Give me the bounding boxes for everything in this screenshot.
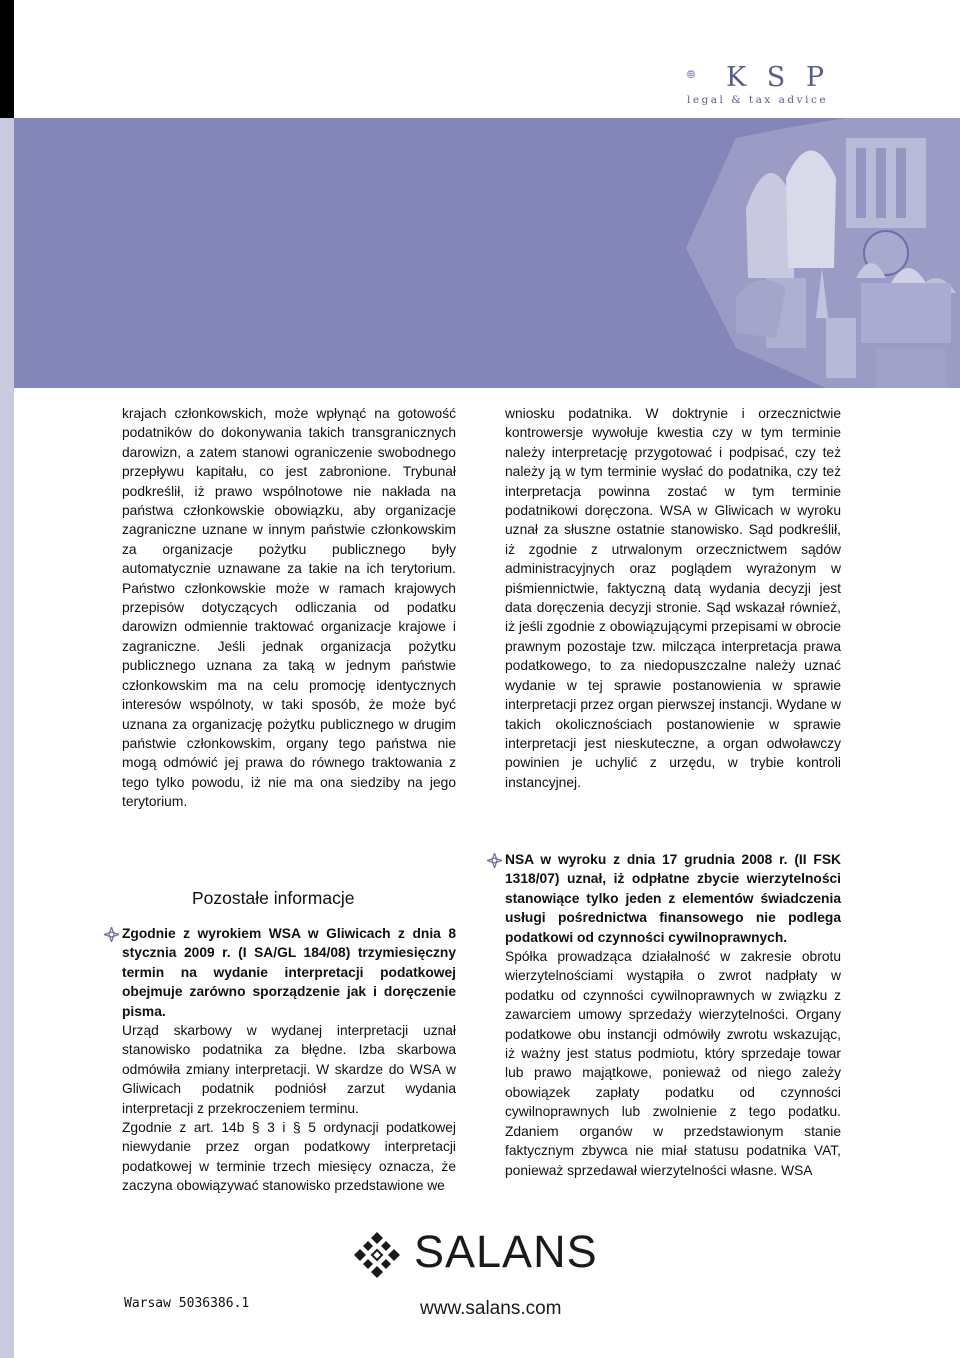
salans-website-link[interactable]: www.salans.com [420,1298,562,1319]
section-heading: Pozostałe informacje [192,888,355,908]
bullet-1-text-1: Urząd skarbowy w wydanej interpretacji uznał stanowisko podatnika za błędne. Izba skarbowa odmówiła zmiany interpretacji. W skardze do WSA w Gliwicach podatnik podniósł zarzut wydania interpretacji z przekroczeniem terminu. [122,1023,456,1116]
ksp-logo-name: K S P [726,62,830,93]
bullet-2-text: Spółka prowadząca działalność w zakresie obrotu wierzytelnościami wystąpiła o zwrot nadpłaty w podatku od czynności cywilnoprawnych w związku z zawarciem umowy sprzedaży wierzytelności. Organy podatkowe obu instancji odmówiły zwrotu wskazując, iż ważny jest status podmiotu, który sprzedaje towar lub prawo majątkowe, ponieważ od niego zależy obowiązek zapłaty podatku od czynności cywilnoprawnych lub zwolnienie z tego podatku. Zdaniem organów w przedstawionym stanie faktycznym zbywca nie miał statusu podatnika VAT, ponieważ sprzedawał wierzytelności własne. WSA [505,949,841,1178]
left-decorative-stripe [0,0,14,1358]
bullet-2 [505,850,841,1180]
salans-emblem-icon [352,1232,402,1278]
bullet-1-heading: Zgodnie z wyrokiem WSA w Gliwicach z dnia 8 stycznia 2009 r. (I SA/GL 184/08) trzymiesięczny termin na wydanie interpretacji podatkowej obejmuje zarówno sporządzenie jak i doręczenie pisma. [122,926,456,1019]
diamond-bullet-icon [104,927,119,942]
left-paragraph-1: krajach członkowskich, może wpłynąć na gotowość podatników do dokonywania takich transgranicznych darowizn, a zatem stanowi ograniczenie swobodnego przepływu kapitału, co jest zabronione. Trybunał podkreślił, iż prawo wspólnotowe nie nakłada na państwa członkowskie obowiązku, aby organizacje zagraniczne uznane w innym państwie członkowskim za organizacje pożytku publicznego były automatycznie uznawane za takie na ich terytorium. Państwo członkowskie może w ramach krajowych przepisów dotyczących odliczania od podatku darowizn odmiennie traktować organizacje krajowe i zagraniczne. Jeśli jednak organizacja pożytku publicznego uznana za taką w jednym państwie członkowskim ma na celu promocję identycznych interesów wspólnoty, w taki sposób, że może być uznana za organizację pożytku publicznego w drugim państwie członkowskim, organy tego państwa nie mogą odmówić jej prawa do równego traktowania z tego tylko powodu, iż nie ma ona siedziby na jego terytorium. [122,406,456,810]
left-column [122,404,456,812]
document-reference: Warsaw 5036386.1 [124,1296,250,1311]
ksp-logo-tagline: legal & tax advice [687,94,829,106]
salans-logo-name: SALANS [414,1226,598,1277]
right-paragraph-1: wniosku podatnika. W doktrynie i orzecznictwie kontrowersje wywołuje kwestia czy w tym terminie należy interpretację przygotować i podpisać, czy też należy ją w tym terminie wysłać do podatnika, czy też interpretacja powinna zostać w tym terminie podatnikowi doręczona. WSA w Gliwicach w wyroku uznał za słuszne ostatnie stanowisko. Sąd podkreślił, iż zgodnie z utrwalonym orzecznictwem sądów administracyjnych oraz poglądem wyrażonym w piśmiennictwie, faktyczną datą wydania decyzji jest data doręczenia decyzji stronie. Sąd wskazał również, iż jeśli zgodnie z obowiązującymi przepisami w obrocie prawnym pozostaje tzw. milcząca interpretacja prawa podatkowego, to za niedopuszczalne należy uznać wydanie w tej sprawie postanowienia w sprawie interpretacji przez organ pierwszej instancji. Wydane w takich okolicznościach postanowienie w sprawie interpretacji jest nieskuteczne, a organ odwoławczy powinien je uchylić z urzędu, w trybie kontroli instancyjnej. [505,406,841,790]
architecture-collage-image [676,118,960,388]
ksp-globe-icon [686,60,726,94]
bullet-2-heading: NSA w wyroku z dnia 17 grudnia 2008 r. (II FSK 1318/07) uznał, iż odpłatne zbycie wierzytelności stanowiące tylko jeden z elementów świadczenia usługi pośrednictwa finansowego nie podlega podatkowi od czynności cywilnoprawnych. [505,852,841,945]
right-column [505,404,841,792]
bullet-1-text-2: Zgodnie z art. 14b § 3 i § 5 ordynacji podatkowej niewydanie przez organ podatkowy interpretacji podatkowej w terminie trzech miesięcy oznacza, że zaczyna obowiązywać stanowisko przedstawione we [122,1120,456,1194]
diamond-bullet-icon [487,853,502,868]
bullet-1 [122,924,456,1196]
left-dark-block [0,0,14,118]
